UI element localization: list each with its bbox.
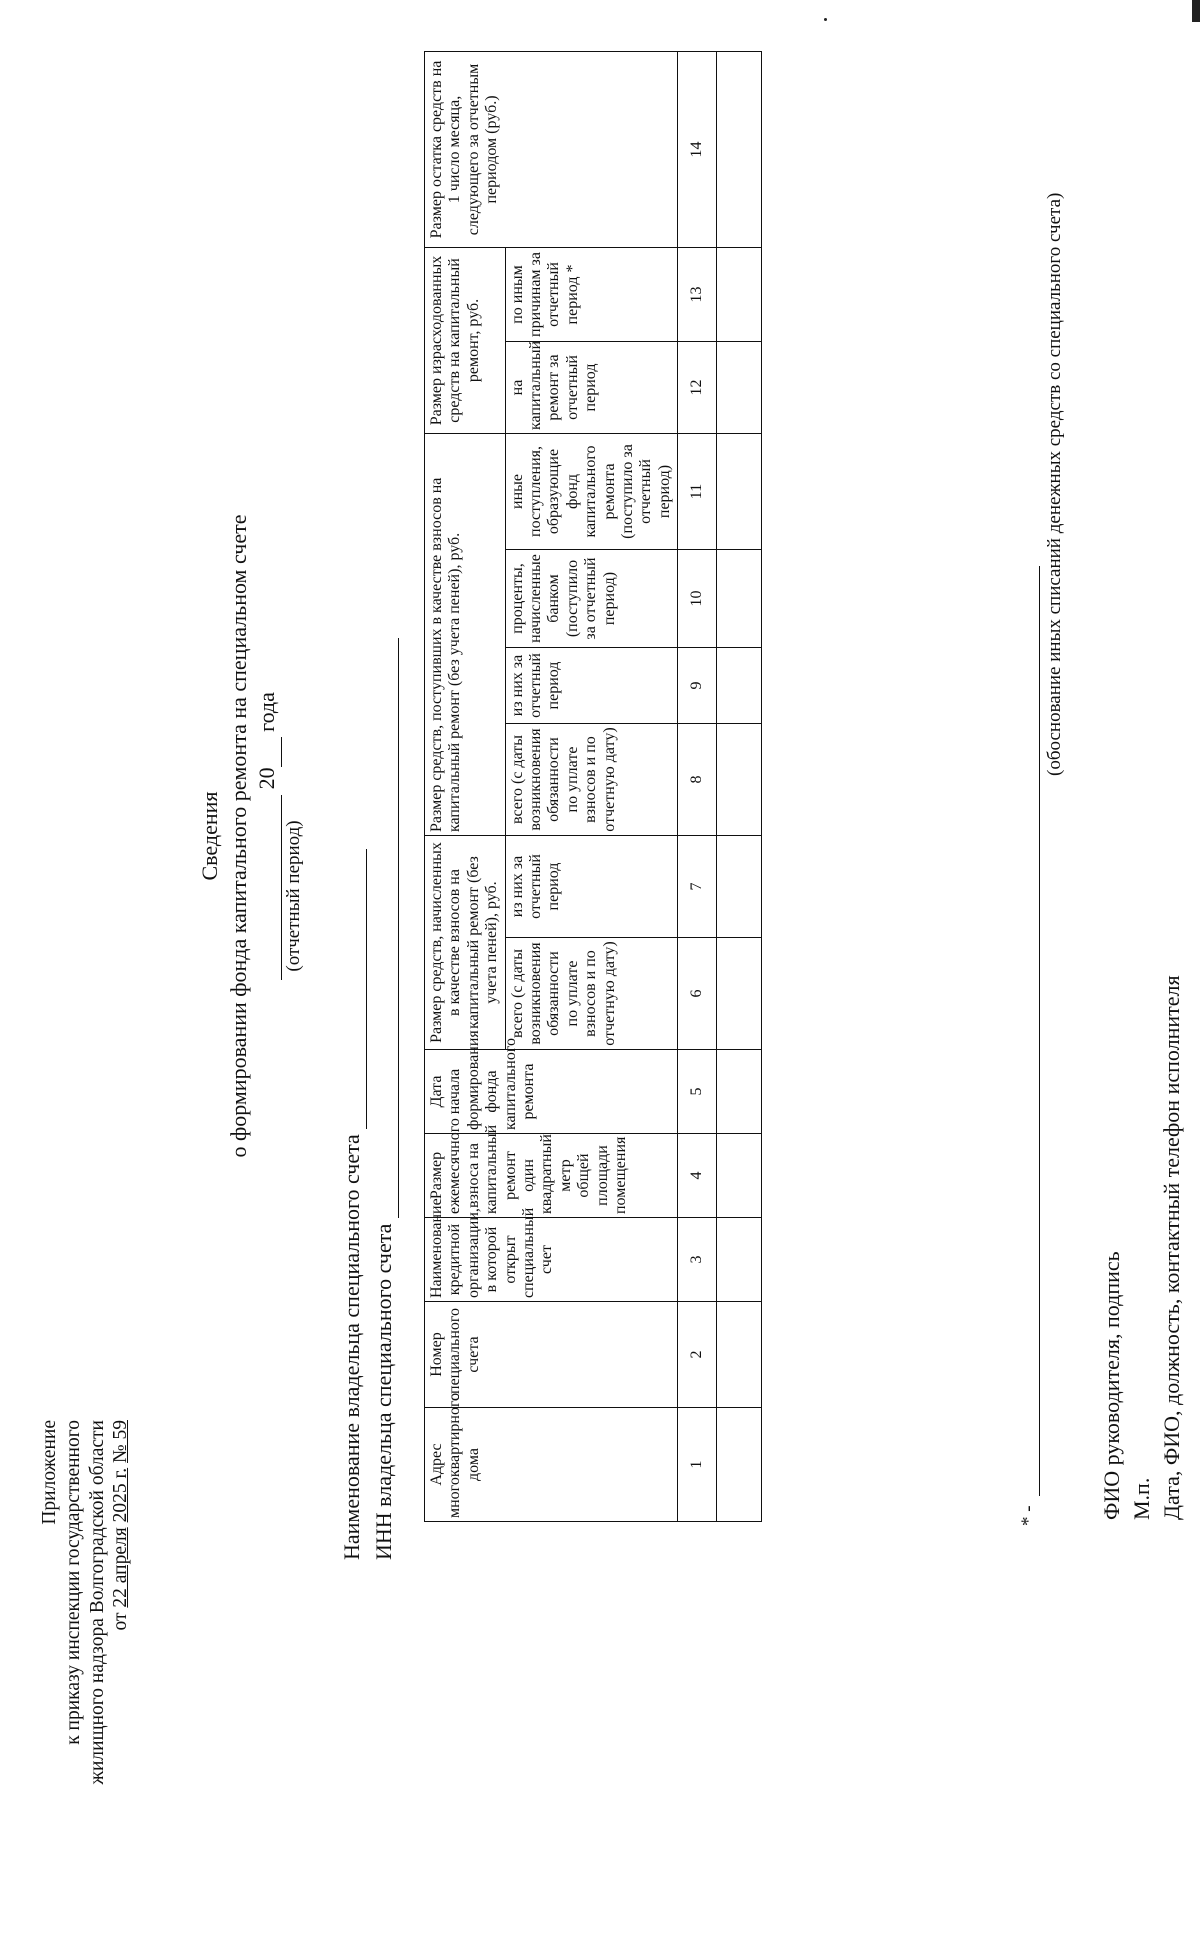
column-number: 9 [678, 648, 717, 724]
empty-cell [717, 938, 762, 1050]
column-number-row [678, 51, 717, 1521]
column-number: 6 [678, 938, 717, 1050]
appendix-authority-line: жилищного надзора Волгоградской области [86, 1420, 108, 1785]
header-other-income: иные поступления, образующие фонд капитального ремонта (поступило за отчетный период) [505, 433, 678, 549]
header-address: Адрес многоквартирного дома [425, 1408, 678, 1522]
owner-inn-blank [378, 638, 399, 1218]
empty-cell [717, 648, 762, 724]
title-main: Сведения [197, 791, 222, 881]
empty-cell [717, 724, 762, 836]
header-received-group: Размер средств, поступивших в качестве взносов на капитальный ремонт (без учета пеней), руб. [425, 433, 506, 835]
owner-name-blank [346, 849, 367, 1129]
header-start-date: Дата начала формирования фонда капитального ремонта [425, 1050, 678, 1134]
empty-cell [717, 247, 762, 341]
empty-cell [717, 1302, 762, 1408]
footnote-caption: (обоснование иных списаний денежных средств со специального счета) [1044, 192, 1065, 776]
period-blank [263, 795, 282, 980]
appendix-order-line: к приказу инспекции государственного [62, 1420, 84, 1745]
empty-cell [717, 1050, 762, 1134]
owner-name-label: Наименование владельца специального счета [339, 1134, 364, 1560]
signature-executor: Дата, ФИО, должность, контактный телефон исполнителя [1159, 975, 1184, 1520]
column-number: 5 [678, 1050, 717, 1134]
empty-cell [717, 550, 762, 648]
empty-cell [717, 341, 762, 433]
empty-cell [717, 1218, 762, 1302]
owner-name-line [338, 849, 367, 1560]
empty-cell [717, 433, 762, 549]
footnote-line [1038, 566, 1040, 1496]
empty-cell [717, 51, 762, 247]
appendix-date-line [109, 1420, 133, 1940]
column-number: 11 [678, 433, 717, 549]
header-spent-other: по иным причинам за отчетный период * [505, 247, 678, 341]
header-accrued-total: всего (с даты возникновения обязанности по уплате взносов и по отчетную дату) [505, 938, 678, 1050]
column-number: 10 [678, 550, 717, 648]
table-header-row [425, 51, 506, 1521]
year-blank [263, 737, 282, 767]
empty-cell [717, 1134, 762, 1218]
period-caption: (отчетный период) [282, 820, 304, 972]
column-number: 4 [678, 1134, 717, 1218]
column-number: 14 [678, 51, 717, 247]
header-bank-name: Наименование кредитной организации, в которой открыт специальный счет [425, 1218, 678, 1302]
empty-cell [717, 1408, 762, 1522]
empty-cell [717, 836, 762, 938]
footnote-mark: * - [1018, 1505, 1039, 1526]
title-period-line [253, 276, 282, 1396]
header-accrued-group: Размер средств, начисленных в качестве взносов на капитальный ремонт (без учета пеней), руб. [425, 836, 506, 1050]
appendix-title: Приложение [39, 1420, 60, 1525]
fund-table [424, 51, 762, 1522]
header-monthly-fee: Размер ежемесячного взноса на капитальный ремонт один квадратный метр общей площади помещения [425, 1134, 678, 1218]
signature-head: ФИО руководителя, подпись [1099, 1251, 1124, 1520]
column-number: 12 [678, 341, 717, 433]
appendix-date: 22 апреля [110, 1527, 132, 1608]
header-balance: Размер остатка средств на 1 число месяца, следующего за отчетным периодом (руб.) [425, 51, 678, 247]
column-number: 13 [678, 247, 717, 341]
document-title [196, 276, 306, 1396]
column-number: 7 [678, 836, 717, 938]
appendix-header [38, 1420, 133, 1940]
title-subject: о формировании фонда капитального ремонта на специальном счете [225, 514, 251, 1158]
column-number: 1 [678, 1408, 717, 1522]
signature-stamp: М.п. [1129, 1477, 1154, 1520]
owner-inn-line [370, 638, 399, 1560]
header-bank-interest: проценты, начисленные банком (поступило за отчетный период) [505, 550, 678, 648]
appendix-number: № 59 [110, 1420, 132, 1463]
header-spent-repair: на капитальный ремонт за отчетный период [505, 341, 678, 433]
column-number: 3 [678, 1218, 717, 1302]
column-number: 2 [678, 1302, 717, 1408]
header-account-number: Номер специального счета [425, 1302, 678, 1408]
column-number: 8 [678, 724, 717, 836]
header-received-total: всего (с даты возникновения обязанности по уплате взносов и по отчетную дату) [505, 724, 678, 836]
header-received-period: из них за отчетный период [505, 648, 678, 724]
header-accrued-period: из них за отчетный период [505, 836, 678, 938]
appendix-year: 2025 г. [110, 1467, 132, 1523]
owner-inn-label: ИНН владельца специального счета [371, 1223, 396, 1560]
header-spent-group: Размер израсходованных средств на капитальный ремонт, руб. [425, 247, 506, 433]
year-prefix: 20 [254, 767, 280, 790]
appendix-date-prefix: от [110, 1612, 132, 1631]
year-suffix: года [254, 692, 280, 732]
empty-data-row [717, 51, 762, 1521]
